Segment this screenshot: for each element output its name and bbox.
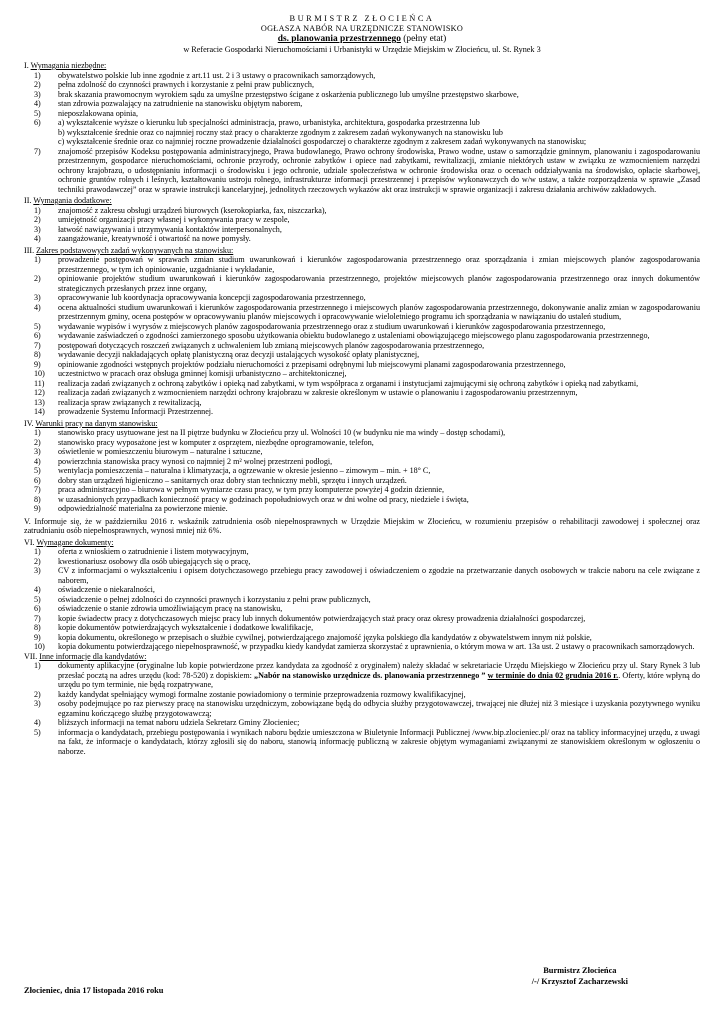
list-item	[24, 438, 700, 448]
item-number: 7)	[34, 613, 41, 623]
item-number: 3)	[34, 224, 41, 234]
item-text: kopia dokumentu, określonego w przepisach o służbie cywilnej, potwierdzającego znajomość języka polskiego dla kandydatów z obywatelstwem innym niż polskie,	[58, 632, 592, 642]
signature-name: /-/ Krzysztof Zacharzewski	[531, 977, 628, 986]
list-item	[24, 225, 700, 235]
item-number: 6)	[34, 475, 41, 485]
item-number: 5)	[34, 727, 41, 737]
list-item	[24, 407, 700, 417]
section-heading	[24, 419, 700, 429]
list-item	[24, 690, 700, 700]
item-text: oświadczenie o pełnej zdolności do czynności prawnych i korzystaniu z pełni praw publicznych,	[58, 594, 371, 604]
announcement-header	[24, 14, 700, 55]
item-number: 1)	[34, 255, 41, 264]
item-number: 6)	[34, 331, 41, 340]
employment-rate-info: V. Informuje się, że w październiku 2016 r. wskaźnik zatrudnienia osób niepełnosprawnych w Urzędzie Miejskim w Złocieńcu, w rozumieniu przepisów o rehabilitacji zawodowej i społecznej oraz zatrudnianiu osób niepełnosprawnych, wynosi mniej niż 6%.	[24, 516, 700, 535]
item-text: pełna zdolność do czynności prawnych i korzystanie z pełni praw publicznych,	[58, 80, 314, 89]
section-number: I.	[24, 61, 29, 70]
list-item	[24, 661, 700, 690]
list-item	[24, 206, 700, 216]
item-text: CV z informacjami o wykształceniu i opisem dotychczasowego przebiegu pracy zawodowej i oświadczeniem o zgodzie na przetwarzanie danych osobowych w trakcie naboru na cele związane z naborem,	[58, 566, 700, 585]
list-item	[24, 604, 700, 614]
list-item	[24, 457, 700, 467]
item-text: stan zdrowia pozwalający na zatrudnienie na stanowisku objętym naborem,	[58, 99, 303, 108]
list-item	[24, 350, 700, 360]
item-number: 2)	[34, 274, 41, 283]
conditions-list	[24, 428, 700, 514]
item-text: b) wykształcenie średnie oraz co najmniej roczny staż pracy o charakterze zgodnym z zakresem zadań wykonywanych na stanowisku lub	[58, 127, 503, 137]
item-number: 3)	[34, 447, 41, 456]
list-item	[24, 699, 700, 718]
item-text: opiniowanie zgodności wstępnych projektów podziału nieruchomości z przepisami odrębnymi lub miejscowymi planami zagospodarowania przestrzennego,	[58, 359, 566, 369]
list-item	[24, 557, 700, 567]
item-number: 9)	[34, 632, 41, 642]
item-number: 5)	[34, 594, 41, 604]
item-text: brak skazania prawomocnym wyrokiem sądu za umyślne przestępstwo ścigane z oskarżenia publicznego lub umyślne przestępstwo skarbowe,	[58, 89, 519, 99]
item-number: 1)	[34, 547, 41, 556]
item-number: 1)	[34, 428, 41, 437]
additional-list	[24, 206, 700, 244]
list-item	[24, 80, 700, 90]
item-text: kwestionariusz osobowy dla osób ubiegających się o pracę,	[58, 556, 251, 566]
item-text: a) wykształcenie wyższe o kierunku lub specjalności administracja, prawo, urbanistyka, architektura, gospodarka przestrzenna lub	[58, 118, 480, 127]
list-item	[24, 322, 700, 332]
list-item	[24, 147, 700, 195]
list-item	[24, 585, 700, 595]
header-announcement: OGŁASZA NABÓR NA URZĘDNICZE STANOWISKO	[260, 24, 464, 33]
list-item	[24, 90, 700, 100]
position-suffix: (pełny etat)	[403, 34, 447, 44]
list-item	[24, 379, 700, 389]
list-item	[24, 495, 700, 505]
item-text: realizacja zadań związanych z wzmocnieniem narzędzi ochrony krajobrazu w zakresie określonym w ustawie o planowaniu i zagospodarowaniu przestrzennym,	[58, 388, 578, 397]
item-number: 2)	[34, 80, 41, 89]
section-number: II.	[24, 196, 32, 205]
item-text: odpowiedzialność materialna za powierzone mienie.	[58, 504, 228, 513]
item-number: 2)	[34, 437, 41, 447]
list-item	[24, 369, 700, 379]
list-item	[24, 234, 700, 244]
section-number: VI.	[24, 537, 35, 547]
list-item	[24, 566, 700, 585]
item-text: znajomość przepisów Kodeksu postępowania administracyjnego, Prawa budowlanego, Prawo ochrony środowiska, Prawo wodne, ustaw o samorządzie gminnym, planowaniu i zagospodarowaniu przestrzennym, gospodarce nieruchomościami, ochronie przyrody, ochronie zabytków i opiece nad zabytkami, rewitalizacji, zmianie niektórych ustaw w związku ze wzmocnieniem narzędzi ochrony krajobrazu, o udostępnianiu informacji o środowisku i jego ochronie, udziale społeczeństwa w ochronie środowiska oraz o ocenach oddziaływania na środowisko, opłacie skarbowej, ochronie gruntów rolnych i leśnych, kształtowaniu ustroju rolnego, infrastrukturze informacji przestrzennej i przepisów wykonawczych do w/w ustaw, a także rozporządzenia w sprawie „Zasad techniki prawodawczej” oraz w sprawie instrukcji kancelaryjnej, jednolitych rzeczowych wykazów akt oraz instrukcji w sprawie organizacji i zakresu działania archiwów zakładowych.	[58, 146, 700, 194]
section-title: Inne informacje dla kandydatów:	[39, 651, 147, 661]
section-work-conditions	[24, 419, 700, 514]
item-text: dobry stan urządzeń higieniczno – sanitarnych oraz dobry stan techniczny mebli, sprzętu i innych urządzeń.	[58, 475, 407, 485]
item-text: realizacja zadań związanych z ochroną zabytków i opieką nad zabytkami, w tym współpraca z organami i instytucjami zajmującymi się ochroną zabytków i opieką nad zabytkami,	[58, 378, 639, 388]
item-number: 1)	[34, 205, 41, 215]
item-text: ocena aktualności studium uwarunkowań i kierunków zagospodarowania przestrzennego i miejscowych planów zagospodarowania przestrzennego, dokonywanie analiz zmian w zagospodarowaniu przestrzennym gminy, ocena postępów w opracowywaniu planów miejscowych i opracowywanie wieloletniego programu ich sporządzania w nawiązaniu do ustaleń studium,	[58, 302, 700, 321]
item-number: 8)	[34, 623, 41, 632]
item-number: 4)	[34, 456, 41, 466]
item-text: łatwość nawiązywania i utrzymywania kontaktów interpersonalnych,	[58, 224, 282, 234]
documents-list	[24, 547, 700, 652]
item-text: zaangażowanie, kreatywność i otwartość na nowe pomysły.	[58, 234, 251, 243]
list-item	[24, 360, 700, 370]
item-number: 4)	[34, 585, 41, 594]
section-required-documents	[24, 538, 700, 652]
header-position	[24, 34, 700, 45]
list-item	[24, 215, 700, 225]
item-text: kopie dokumentów potwierdzających wykształcenie i dodatkowe kwalifikacje,	[58, 623, 314, 632]
list-item	[24, 274, 700, 293]
item-number: 3)	[34, 566, 41, 575]
item-number: 5)	[34, 321, 41, 331]
section-additional-requirements	[24, 196, 700, 244]
item-text: kopie świadectw pracy z dotychczasowych miejsc pracy lub innych dokumentów potwierdzających staż pracy oraz okresy prowadzenia działalności gospodarczej,	[58, 613, 586, 623]
item-number: 13)	[34, 397, 45, 407]
submission-deadline: w terminie do dnia 02 grudnia 2016 r.	[487, 670, 619, 680]
item-text: nieposzlakowana opinia,	[58, 108, 139, 118]
item-number: 14)	[34, 407, 45, 416]
item-text: kopia dokumentu potwierdzającego niepełnosprawność, w przypadku kiedy kandydat zamierza skorzystać z uprawnienia, o którym mowa w art. 13a ust. 2 ustawy o pracownikach samorządowych.	[58, 642, 695, 651]
item-number: 3)	[34, 699, 41, 708]
item-text: wydawanie zaświadczeń o zgodności zamierzonego sposobu użytkowania obiektu budowlanego z ustaleniami obowiązującego miejscowego planu zagospodarowania przestrzennego,	[58, 331, 650, 340]
item-text: oświadczenie o niekaralności,	[58, 585, 155, 594]
item-number: 10)	[34, 369, 45, 378]
list-item	[24, 633, 700, 643]
item-text: bliższych informacji na temat naboru udziela Sekretarz Gminy Złocieniec;	[58, 718, 300, 727]
item-text: c) wykształcenie średnie oraz co najmniej roczne prowadzenie działalności gospodarczej o charakterze zgodnym z zakresem zadań wykonywanych na stanowisku;	[58, 137, 587, 146]
section-requirements	[24, 61, 700, 194]
item-text: prowadzenie Systemu Informacji Przestrzennej.	[58, 407, 214, 416]
list-item	[24, 255, 700, 274]
list-item	[24, 428, 700, 438]
item-number: 5)	[34, 108, 41, 118]
item-text: osoby podejmujące po raz pierwszy pracę na stanowisku urzędniczym, zobowiązane będą do odbycia służby przygotowawczej, trwającej nie dłużej niż 3 miesiące i uzyskania pozytywnego wyniku egzaminu kończącego służbę przygotowawczą;	[58, 699, 700, 718]
list-item	[24, 642, 700, 652]
item-text: oświadczenie o stanie zdrowia umożliwiającym pracę na stanowisku,	[58, 604, 283, 613]
list-item	[24, 547, 700, 557]
item-text: opracowywanie lub koordynacja opracowywania koncepcji zagospodarowania przestrzennego,	[58, 293, 366, 302]
item-number: 7)	[34, 146, 41, 156]
item-number: 2)	[34, 215, 41, 224]
item-text: powierzchnia stanowiska pracy wynosi co najmniej 2 m² wolnej przestrzeni podłogi,	[58, 456, 333, 466]
list-item	[24, 388, 700, 398]
item-number: 6)	[34, 604, 41, 613]
item-text: postępowań dotyczących roszczeń związanych z uchwaleniem lub zmianą miejscowych planów zagospodarowania przestrzennego,	[58, 340, 485, 350]
section-heading	[24, 246, 700, 256]
item-number: 10)	[34, 642, 45, 651]
list-item	[24, 118, 700, 147]
section-title: Wymagania niezbędne:	[30, 61, 107, 70]
item-text: prowadzenie postępowań w sprawach zmian studium uwarunkowań i kierunków zagospodarowania przestrzennego oraz sporządzania i zmian miejscowych planów zagospodarowania przestrzennego, w tym ich opiniowanie, uzgadnianie i wykładanie,	[58, 255, 700, 274]
list-item	[24, 718, 700, 728]
item-number: 4)	[34, 234, 41, 243]
item-text: stanowisko pracy wyposażone jest w komputer z osprzętem, niezbędne oprogramowanie, telefon,	[58, 437, 374, 447]
section-heading	[24, 61, 700, 71]
list-item	[24, 476, 700, 486]
item-text: wydawanie wypisów i wyrysów z miejscowych planów zagospodarowania przestrzennego oraz z studium uwarunkowań i kierunków zagospodarowania przestrzennego,	[58, 321, 606, 331]
header-authority: BURMISTRZ ZŁOCIEŃCA	[289, 14, 435, 23]
section-number: III.	[24, 245, 35, 255]
other-info-list	[24, 661, 700, 756]
list-item	[24, 728, 700, 757]
list-item	[24, 485, 700, 495]
list-item	[24, 623, 700, 633]
section-title: Zakres podstawowych zadań wykonywanych na stanowisku:	[36, 245, 234, 255]
section-heading	[24, 652, 700, 662]
item-text: uczestnictwo w pracach oraz obsługa gminnej komisji urbanistyczno – architektonicznej,	[58, 369, 347, 378]
item-number: 8)	[34, 494, 41, 504]
list-item	[24, 109, 700, 119]
signature-block	[532, 965, 628, 987]
item-number: 1)	[34, 70, 41, 80]
section-heading	[24, 196, 700, 206]
item-text: wydawanie decyzji nakładających opłatę planistyczną oraz decyzji ustalających wysokość opłaty planistycznej,	[58, 350, 420, 359]
section-title: Wymagane dokumenty:	[36, 537, 114, 547]
item-text: znajomość z zakresu obsługi urządzeń biurowych (kserokopiarka, fax, niszczarka),	[58, 205, 327, 215]
item-number: 9)	[34, 504, 41, 513]
list-item	[24, 71, 700, 81]
signature-title: Burmistrz Złocieńca	[543, 966, 617, 975]
list-item	[24, 331, 700, 341]
item-text: . Oferty, które wpłyną do urzędu po tym terminie, nie będą rozpatrywane,	[58, 670, 700, 689]
item-number: 8)	[34, 350, 41, 359]
list-item	[24, 99, 700, 109]
item-text: opiniowanie projektów studium uwarunkowań i kierunków zagospodarowania przestrzennego, projektów miejscowych planów zagospodarowania przestrzennego oraz innych dokumentów strategicznych przesłanych przez inne organy,	[58, 274, 700, 293]
item-number: 7)	[34, 485, 41, 494]
item-number: 4)	[34, 302, 41, 312]
submission-subject: „Nabór na stanowisko urzędnicze ds. planowania przestrzennego ”	[254, 670, 486, 680]
item-text: umiejętność organizacji pracy własnej i wykonywania pracy w zespole,	[58, 215, 290, 224]
item-number: 2)	[34, 556, 41, 566]
section-number: IV.	[24, 418, 34, 428]
item-number: 3)	[34, 89, 41, 99]
item-text: w uzasadnionych przypadkach konieczność pracy w godzinach popołudniowych oraz w dni wolne od pracy, niedziele i święta,	[58, 494, 469, 504]
item-number: 11)	[34, 378, 45, 388]
item-text: dokumenty aplikacyjne (oryginalne lub kopie potwierdzone przez kandydata za zgodność z oryginałem) należy składać w sekretariacie Urzędu Miejskiego w Złocieńcu przy ul. Stary Rynek 3 lub przesłać pocztą na adres urzędu (kod: 78-520) z dopiskiem:	[58, 661, 700, 680]
list-item	[24, 447, 700, 457]
item-number: 12)	[34, 388, 45, 397]
list-item	[24, 466, 700, 476]
item-number: 7)	[34, 340, 41, 350]
section-heading	[24, 538, 700, 548]
list-item	[24, 595, 700, 605]
item-text: stanowisko pracy usytuowane jest na II piętrze budynku w Złocieńcu przy ul. Wolności 10 (w budynku nie ma windy – dostęp schodami),	[58, 428, 506, 437]
list-item	[24, 504, 700, 514]
item-text: oświetlenie w pomieszczeniu biurowym – naturalne i sztuczne,	[58, 447, 263, 456]
requirements-list	[24, 71, 700, 195]
item-text: obywatelstwo polskie lub inne zgodnie z art.11 ust. 2 i 3 ustawy o pracownikach samorządowych,	[58, 70, 376, 80]
document-date: Złocieniec, dnia 17 listopada 2016 roku	[24, 986, 164, 995]
item-text: informacja o kandydatach, przebiegu postępowania i wynikach naboru będzie umieszczona w Biuletynie Informacji Publicznej /www.bip.zlocieniec.pl/ oraz na tablicy informacyjnej urzędu, z uwagi na fakt, że informacje o kandydatach, którzy zgłosili się do naboru, stanowią informację publiczną w zakresie objętym wymaganiami związanymi ze stanowiskiem określonym w ogłoszeniu o naborze.	[58, 727, 700, 756]
item-number: 3)	[34, 293, 41, 302]
list-item	[24, 341, 700, 351]
item-text: realizacja spraw związanych z rewitalizacją,	[58, 397, 202, 407]
section-title: Wymagania dodatkowe:	[33, 196, 112, 205]
item-text: praca administracyjno – biurowa w pełnym wymiarze czasu pracy, w tym przy komputerze powyżej 4 godzin dziennie,	[58, 485, 445, 494]
section-other-info	[24, 652, 700, 757]
list-item	[24, 303, 700, 322]
section-title: Warunki pracy na danym stanowisku:	[35, 418, 158, 428]
section-number: VII.	[24, 651, 38, 661]
list-item	[24, 614, 700, 624]
item-number: 5)	[34, 466, 41, 475]
item-text: wentylacja pomieszczenia – naturalna i klimatyzacja, a ogrzewanie w okresie jesienno – zimowym – min. + 18° C,	[58, 466, 431, 475]
item-number: 9)	[34, 359, 41, 369]
item-text: każdy kandydat spełniający wymogi formalne zostanie powiadomiony o terminie przeprowadzenia rozmowy kwalifikacyjnej,	[58, 689, 466, 699]
item-text: oferta z wnioskiem o zatrudnienie i listem motywacyjnym,	[58, 547, 249, 556]
list-item	[24, 398, 700, 408]
position-title: ds. planowania przestrzennego	[277, 34, 401, 44]
item-number: 4)	[34, 718, 41, 727]
item-number: 1)	[34, 661, 41, 670]
item-number: 4)	[34, 99, 41, 108]
item-number: 2)	[34, 689, 41, 699]
item-number: 6)	[34, 118, 41, 127]
list-item	[24, 293, 700, 303]
header-department: w Referacie Gospodarki Nieruchomościami i Urbanistyki w Urzędzie Miejskim w Złocieńcu, ul. St. Rynek 3	[183, 45, 541, 54]
duties-list	[24, 255, 700, 417]
section-duties	[24, 246, 700, 417]
